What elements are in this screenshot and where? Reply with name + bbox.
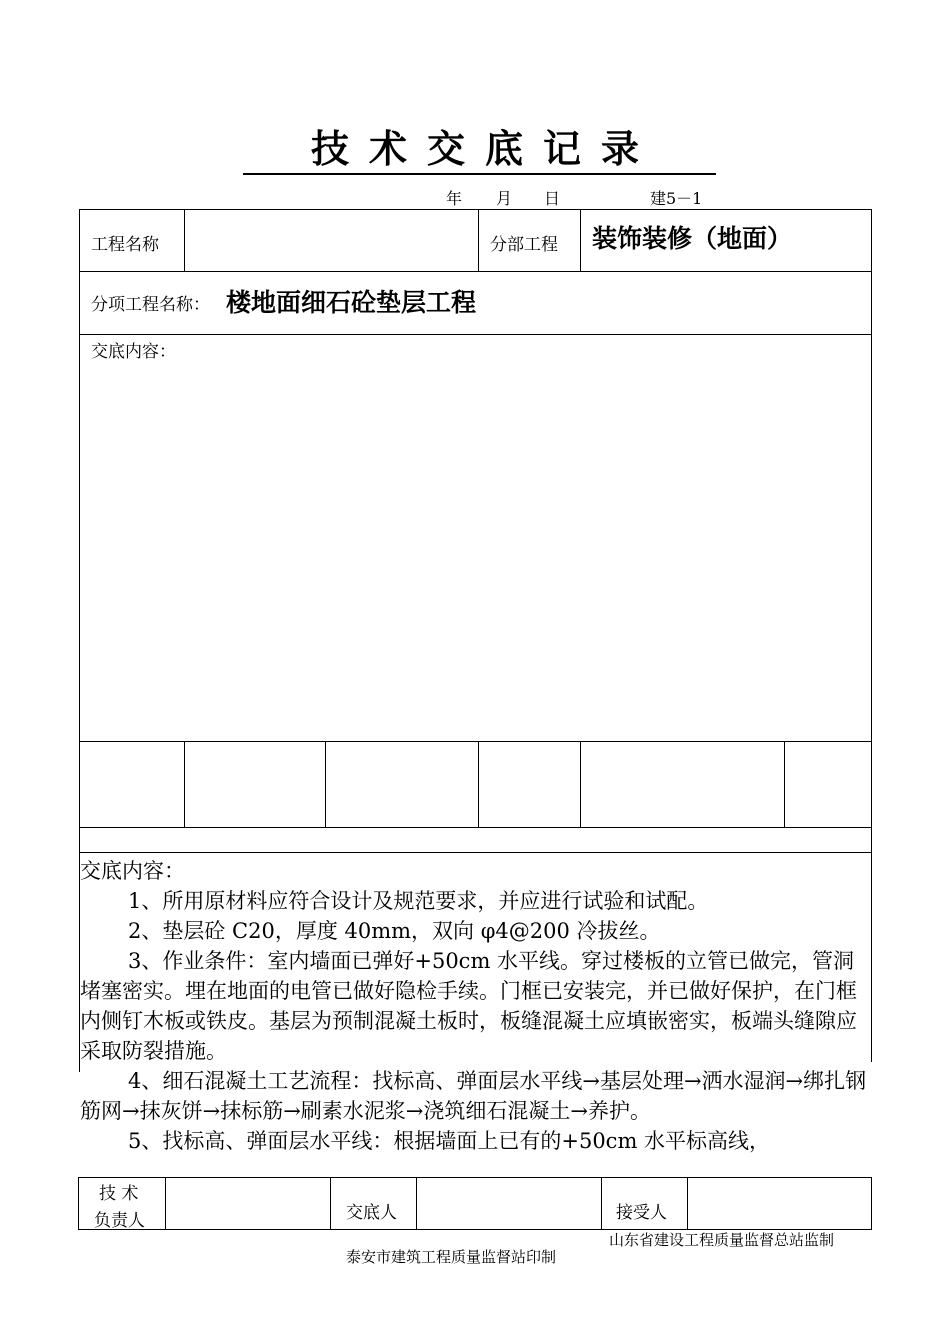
division-value: 装饰装修（地面） xyxy=(592,224,793,253)
division-label: 分部工程 xyxy=(490,235,558,255)
date-day-label: 日 xyxy=(544,189,561,208)
content-paragraph: 5、找标高、弹面层水平线：根据墙面上已有的+50cm 水平标高线， xyxy=(128,1129,771,1153)
date-year-label: 年 xyxy=(446,189,463,208)
content-heading: 交底内容： xyxy=(80,859,185,883)
receiver-label: 接受人 xyxy=(616,1203,667,1223)
printer-note: 泰安市建筑工程质量监督站印制 xyxy=(346,1248,557,1266)
content-paragraph: 1、所用原材料应符合设计及规范要求，并应进行试验和试配。 xyxy=(128,889,709,913)
content-paragraph: 3、作业条件：室内墙面已弹好+50cm 水平线。穿过楼板的立管已做完，管洞堵塞密实。埋在地面的电管已做好隐检手续。门框已安装完，并已做好保护，在门框内侧钉木板或铁皮。基层为预制混凝土板时，板缝混凝土应填嵌密实，板端头缝隙应采取防裂措施。 xyxy=(80,949,857,1063)
content-paragraph: 2、垫层砼 C20，厚度 40mm，双向 φ4@200 冷拔丝。 xyxy=(128,919,661,943)
page-title: 技术交底记录 xyxy=(310,126,659,171)
content-area-label: 交底内容： xyxy=(91,342,176,362)
form-code: 建5－1 xyxy=(650,189,703,208)
content-paragraph: 4、细石混凝土工艺流程：找标高、弹面层水平线→基层处理→洒水湿润→绑扎钢筋网→抹灰饼→抹标筋→刷素水泥浆→浇筑细石混凝土→养护。 xyxy=(80,1069,867,1123)
supervisor-note: 山东省建设工程质量监督总站监制 xyxy=(609,1231,835,1249)
content-body xyxy=(80,856,872,1156)
subitem-value: 楼地面细石砼垫层工程 xyxy=(226,288,477,317)
title-underline xyxy=(243,173,716,175)
project-name-label: 工程名称 xyxy=(91,235,159,255)
subitem-label: 分项工程名称： xyxy=(91,295,210,315)
tech-lead-label-line2: 负责人 xyxy=(94,1211,145,1231)
date-month-label: 月 xyxy=(496,189,513,208)
tech-lead-label-line1: 技 术 xyxy=(99,1184,139,1204)
presenter-label: 交底人 xyxy=(346,1203,397,1223)
